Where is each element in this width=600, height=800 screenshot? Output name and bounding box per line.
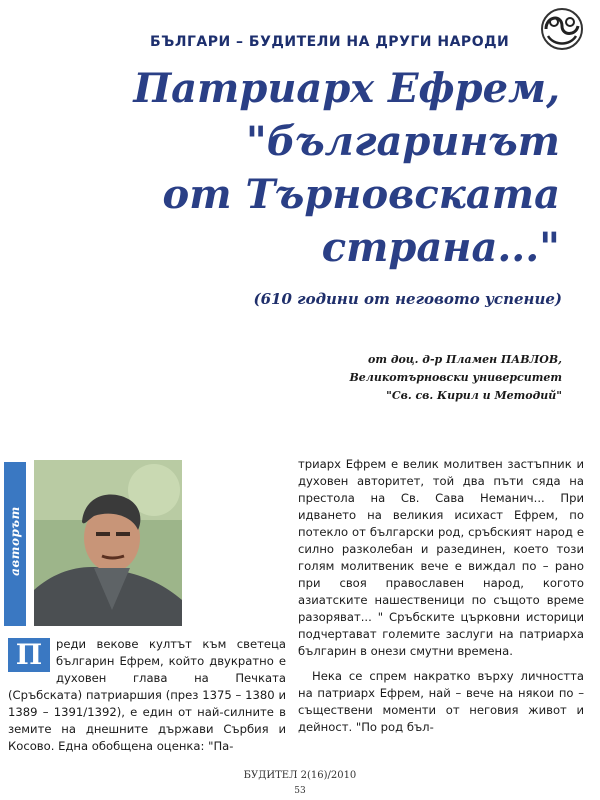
article-paragraph-2: Нека се спрем накратко върху личността на патриарх Ефрем, най – вече на някои по – съществени моменти от неговия живот и дейност. "По род бъл- [298, 669, 584, 734]
headline-line-2: "българинът [245, 118, 560, 165]
byline-author: от доц. д-р Пламен ПАВЛОВ, [368, 353, 562, 366]
headline-line-1: Патриарх Ефрем, [133, 65, 560, 112]
author-byline [350, 351, 563, 405]
footer-issue: БУДИТЕЛ 2(16)/2010 [243, 770, 357, 781]
section-title: БЪЛГАРИ – БУДИТЕЛИ НА ДРУГИ НАРОДИ [150, 34, 510, 50]
article-headline [40, 62, 560, 274]
headline-line-4: страна..." [321, 224, 560, 271]
article-paragraph-1-continued: триарх Ефрем е велик молитвен застъпник и духовен авторитет, той два пъти сяда на престола на Св. Сава Неманич... При идването на великия исихаст Ефрем, по потекло от български род, сръбският народ е силно разколебан и разединен, което този голям молитвеник вече е виждал по – рано при своя православен народ, когото азиатските нашественици по същото време разоряват... " Сръбските църковни историци подчертават големите заслуги на патриарха българин в онези смутни времена. [298, 457, 584, 658]
byline-university-name: "Св. св. Кирил и Методий" [386, 389, 562, 402]
article-column-right [298, 456, 584, 774]
byline-affiliation: Великотърновски университет [349, 371, 562, 384]
author-portrait-image [34, 460, 182, 626]
author-tab [4, 462, 26, 626]
article-column-left [8, 636, 286, 770]
headline-line-3: от Търновската [162, 171, 560, 218]
author-photo [34, 460, 182, 626]
article-paragraph-1-start: реди векове култът към светеца българин Ефрем, който двукратно е духовен глава на Печката (Сръбската) патриаршия (през 1375 – 1380 и 1389 – 1391/1392), е един от най-силните в земите на днешните държави Сърбия и Косово. Една обобщена оценка: "Па- [8, 637, 286, 753]
page-number: 53 [294, 786, 306, 796]
article-subtitle: (610 години от неговото успение) [253, 290, 562, 308]
drop-cap: П [8, 638, 50, 672]
author-tab-label: авторът [8, 506, 22, 576]
